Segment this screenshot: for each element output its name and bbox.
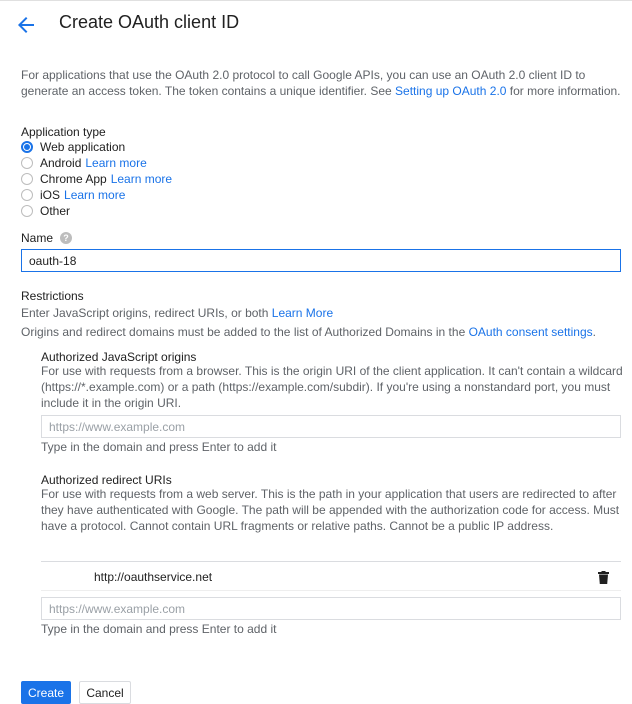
page-title: Create OAuth client ID <box>59 12 240 32</box>
redirect-uris-description: For use with requests from a web server. This is the path in your application that users are redirected to after they have authenticated with Google. The path will be appended with the authorization code for access. Must have a protocol. Cannot contain URL fragments or relative paths. Cannot be a public IP address. <box>41 487 620 533</box>
setting-up-oauth-link[interactable]: Setting up OAuth 2.0 <box>395 84 507 98</box>
redirect-uri-entry <box>41 561 621 591</box>
help-icon[interactable]: ? <box>60 232 72 244</box>
redirect-uri-value: http://oauthservice.net <box>94 570 213 584</box>
header-bar <box>0 0 632 49</box>
ios-learn-more-link[interactable]: Learn more <box>64 188 126 202</box>
restrictions-description: Enter JavaScript origins, redirect URIs, or both Learn More <box>21 306 334 320</box>
js-origins-title: Authorized JavaScript origins <box>41 350 197 364</box>
js-origins-input[interactable] <box>41 415 621 438</box>
oauth-consent-settings-link[interactable]: OAuth consent settings <box>468 325 593 339</box>
application-type-label: Application type <box>21 125 106 139</box>
radio-button[interactable] <box>21 205 33 217</box>
radio-other[interactable]: Other <box>21 203 172 219</box>
android-learn-more-link[interactable]: Learn more <box>85 156 147 170</box>
redirect-uris-title: Authorized redirect URIs <box>41 473 172 487</box>
radio-button-checked[interactable] <box>21 141 33 153</box>
name-label: Name ? <box>21 231 72 245</box>
chrome-app-learn-more-link[interactable]: Learn more <box>110 172 173 186</box>
radio-chrome-app[interactable]: Chrome App Learn more <box>21 171 172 187</box>
application-type-group <box>21 139 172 219</box>
name-input[interactable] <box>21 249 621 272</box>
restrictions-learn-more-link[interactable]: Learn More <box>271 306 334 320</box>
intro-text: For applications that use the OAuth 2.0 protocol to call Google APIs, you can use an OAuth 2.0 client ID to generate an access token. The token contains a unique identifier. See Setting up OAuth 2.0 for more information. <box>21 68 621 98</box>
js-origins-description: For use with requests from a browser. This is the origin URI of the client application. It can't contain a wildcard (https://*.example.com) or a path (https://example.com/subdir). If you're using a nonstandard port, you must include it in the origin URI. <box>41 364 623 410</box>
radio-button[interactable] <box>21 189 33 201</box>
trash-icon[interactable] <box>598 571 609 584</box>
authorized-domains-note: Origins and redirect domains must be added to the list of Authorized Domains in the OAuth consent settings. <box>21 325 596 339</box>
js-origins-hint: Type in the domain and press Enter to add it <box>41 440 277 454</box>
radio-android[interactable]: Android Learn more <box>21 155 172 171</box>
arrow-back-icon[interactable] <box>14 13 38 37</box>
radio-button[interactable] <box>21 173 33 185</box>
cancel-button[interactable]: Cancel <box>79 681 131 704</box>
radio-button[interactable] <box>21 157 33 169</box>
restrictions-title: Restrictions <box>21 289 84 303</box>
radio-web-application[interactable]: Web application <box>21 139 172 155</box>
radio-ios[interactable]: iOS Learn more <box>21 187 172 203</box>
redirect-uris-input[interactable] <box>41 597 621 620</box>
redirect-uris-hint: Type in the domain and press Enter to add it <box>41 622 277 636</box>
create-button[interactable]: Create <box>21 681 71 704</box>
